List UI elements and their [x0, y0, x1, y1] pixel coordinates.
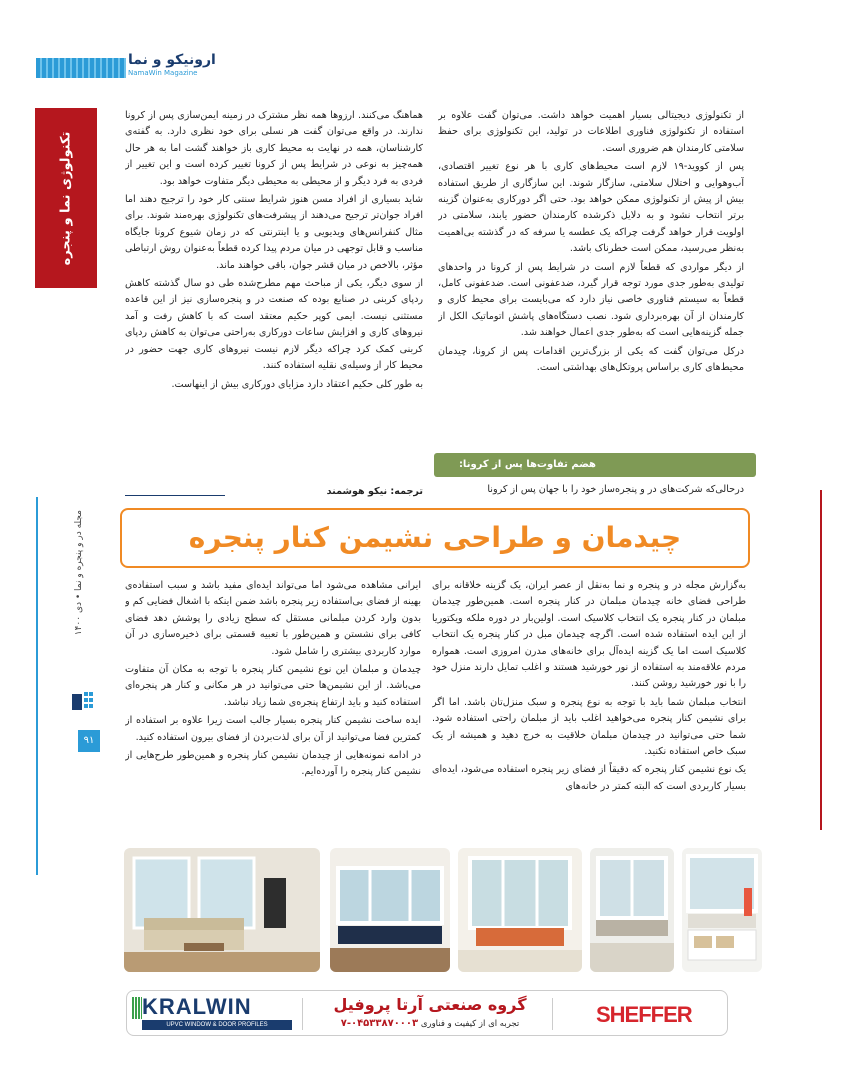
page-number: ۹۱ [78, 730, 100, 752]
paragraph: از سوی دیگر، یکی از مباحث مهم مطرح‌شده طی دو سال گذشته کاهش ردپای کربنی در صنایع بوده که صنعت در و پنجره‌سازی نیز از این قاعده مستثنی نیست. ایمی کوپر حکیم معتقد است که با کاهش رفت و آمد نیروهای کاری و افزایش ساعات دورکاری به‌راحتی می‌توان به کاهش ردپای کربنی کمک کرد چراکه دیگر لازم نیست نیروهای کاری جهت حضور در محیط کار از وسیله‌ی نقلیه استفاده کنند. [125, 278, 423, 372]
right-accent-line [820, 490, 822, 830]
paragraph: از تکنولوژی دیجیتالی بسیار اهمیت خواهد داشت. می‌توان گفت علاوه بر استفاده از تکنولوژی فناوری اطلاعات در تولید، این تکنولوژی برای حفظ سلامتی کارمندان هم ضروری است. [438, 110, 744, 154]
kralwin-mark-icon [132, 997, 142, 1019]
section-tab-label: تکنولوژی نما و پنجره [58, 131, 74, 265]
paragraph: پس از کووید-۱۹ لازم است محیط‌های کاری با هر نوع تغییر اقتصادی، آب‌وهوایی و اختلال سلامتی، سازگار شوند. این سازگاری از طریق استفاده بیش از پیش از تکنولوژی ممکن خواهد بود. حتی اگر دورکاری به‌عنوان گزینه برتر انتخاب نشود و به دلایل ذکرشده کارمندان حضور یابند، سلامتی در اولویت قرار خواهد گرفت چراکه یک عطسه یا سرفه که در گذشته بی‌اهمیت به‌نظر می‌رسید، ممکن است خطرناک باشد. [438, 161, 744, 255]
paragraph: ایرانی مشاهده می‌شود اما می‌تواند ایده‌ای مفید باشد و سبب استفاده‌ی بهینه از فضای بی‌استفاده زیر پنجره باشد ضمن اینکه با اشغال فضایی کم و بدون وارد کردن مبلمانی مستقل که سطح زیادی را پوشش دهد فضای کافی برای نشستن و همین‌طور با تعبیه قسمتی برای ذخیره‌سازی در آن موارد کاربردی بیشتری را شامل شود. [125, 580, 421, 657]
magazine-logo [128, 52, 220, 82]
paragraph: ایده ساخت نشیمن کنار پنجره بسیار جالب است زیرا علاوه بر استفاده از کمترین فضا می‌توانید از آن برای لذت‌بردن از فضای بیرون استفاده کنید. [125, 715, 421, 743]
kralwin-name: KRALWIN [142, 994, 252, 1019]
paragraph: شاید بسیاری از افراد مسن هنوز شرایط سنتی کار خود را ترجیح دهند اما افراد جوان‌تر ترجیح می‌دهند از پیشرفت‌های تکنولوژی بهره‌مند شوند. برای مثال کنفرانس‌های ویدیویی و یا اینترنتی که در زمان شیوع کرونا جایگاه مناسب و قابل توجهی در میان مردم پیدا کرده قطعاً به‌عنوان روش ارتباطی مؤثر، بالاخص در میان قشر جوان، باقی خواهند ماند. [125, 194, 423, 271]
article1-right-column [438, 108, 744, 448]
sheffer-logo: SHEFFER [596, 1002, 692, 1027]
header-stripe [36, 58, 126, 78]
paragraph: چیدمان و مبلمان این نوع نشیمن کنار پنجره با توجه به مکان آن متفاوت می‌باشد. از این نشیمن‌ها حتی می‌توانید در هر مکانی و کنار هر پنجره‌ای استفاده کنید و باید ارتفاع پنجره‌ی شما زیاد نباشد. [125, 664, 421, 708]
section-tab-label-wrap [35, 108, 97, 288]
kralwin-tagline: UPVC WINDOW & DOOR PROFILES [142, 1020, 292, 1030]
paragraph: هماهنگ می‌کنند. ارزوها همه نظر مشترک در زمینه ایمن‌سازی پس از کرونا ندارند. در واقع می‌توان گفت هر نسلی برای خود نظری دارد. به گفته‌ی کارشناسان، همه در نهایت به محیط کاری باز خواهند گشت اما به هر حال همه‌چیز به نوعی در شرایط پس از کرونا تغییر کرده است و این تغییر از فردی به فرد دیگر و از محیطی به محیطی دیگر متفاوت خواهد بود. [125, 110, 423, 187]
credit-underline [125, 495, 225, 496]
ad-divider [302, 998, 303, 1030]
ad-divider [552, 998, 553, 1030]
photo-sunroom [458, 848, 582, 972]
magazine-icon [70, 690, 96, 714]
photo-strip [124, 848, 762, 972]
photo-corner-seat [590, 848, 674, 972]
article2-right-column [432, 578, 746, 840]
subheading: هضم تفاوت‌ها پس از کرونا: [434, 453, 756, 477]
photo-window-bench [682, 848, 762, 972]
paragraph: انتخاب مبلمان شما باید با توجه به نوع پنجره و سبک منزل‌تان باشد. اما اگر برای نشیمن کنار پنجره می‌خواهید اغلب باید از مبلمان راحتی استفاده شود. شما حتی می‌توانید در چیدمان مبلمان خلاقیت به خرج دهید و همیشه از یک سبک خاص استفاده نکنید. [432, 696, 746, 758]
left-accent-line [36, 497, 38, 875]
logo-text: ارونیکو و نما [128, 52, 216, 68]
article2-left-column [125, 578, 421, 840]
ad-company-name: گروه صنعتی آرتا پروفیل [333, 995, 527, 1014]
ad-slogan-line [312, 1017, 548, 1031]
photo-bay-window [330, 848, 450, 972]
paragraph: در ادامه نمونه‌هایی از چیدمان نشیمن کنار پنجره و همین‌طور طرح‌هایی از نشیمن کنار پنجره را آورده‌ایم. [125, 750, 421, 778]
ad-phone: ۰۴۵۳۳۸۷۰۰۰۳-۷ [340, 1018, 419, 1029]
kralwin-logo [132, 995, 294, 1031]
paragraph: به طور کلی حکیم اعتقاد دارد مزایای دورکاری بیش از اینهاست. [171, 378, 423, 390]
paragraph: درکل می‌توان گفت که یکی از بزرگ‌ترین اقدامات پس از کرونا، چیدمان محیط‌های کاری براساس پروتکل‌های بهداشتی است. [438, 345, 744, 374]
ad-slogan: تجربه ای از کیفیت و فناوری [420, 1019, 520, 1029]
issue-line: مجله در و پنجره و نما • دی ۱۴۰۰ [74, 510, 84, 636]
paragraph: یک نوع نشیمن کنار پنجره که دقیقاً از فضای زیر پنجره استفاده می‌شود، ایده‌ای بسیار کاربردی است که البته کمتر در خانه‌های [432, 764, 746, 792]
paragraph: به‌گزارش مجله در و پنجره و نما به‌نقل از عصر ایران، یک گزینه خلاقانه برای طراحی فضای خانه چیدمان مبلمان در کنار پنجره است. همین‌طور چیدمان مبلمان در کنار پنجره یک انتخاب کلاسیک است. اولین‌بار در دوره ملکه ویکتوریا از این ایده استفاده شده است. اگرچه چیدمان مبل در کنار پنجره یک انتخاب کلاسیک است اما یک گزینه ایده‌آل برای خانه‌های مدرن امروزی است. همواره مردم علاقه‌مند به استفاده از نور خورشید هستند و اغلب تمایل دارند منزل خود را با نور خورشید روشن کنند. [432, 580, 746, 690]
photo-living-room [124, 848, 320, 972]
paragraph: از دیگر مواردی که قطعاً لازم است در شرایط پس از کرونا در واحدهای تولیدی به‌طور جدی مورد توجه قرار گیرد، ضدعفونی است. ضدعفونی کامل، قطعاً به سیستم فناوری خاصی نیاز دارد که می‌بایست برای محیط کاری و کارمندان از آن بهره‌برداری شود. نصب دستگاه‌های پاشش اتوماتیک الکل از جمله گزینه‌هایی است که به‌طور جدی اعمال خواهند شد. [438, 261, 744, 339]
logo-subtext: NamaWin Magazine [128, 69, 198, 77]
paragraph: درحالی‌که شرکت‌های در و پنجره‌ساز خود را با جهان پس از کرونا [487, 484, 744, 495]
article-title: چیدمان و طراحی نشیمن کنار پنجره [188, 521, 682, 554]
article1-left-column [125, 108, 423, 480]
translator-credit: ترجمه: نیکو هوشمند [326, 486, 423, 497]
